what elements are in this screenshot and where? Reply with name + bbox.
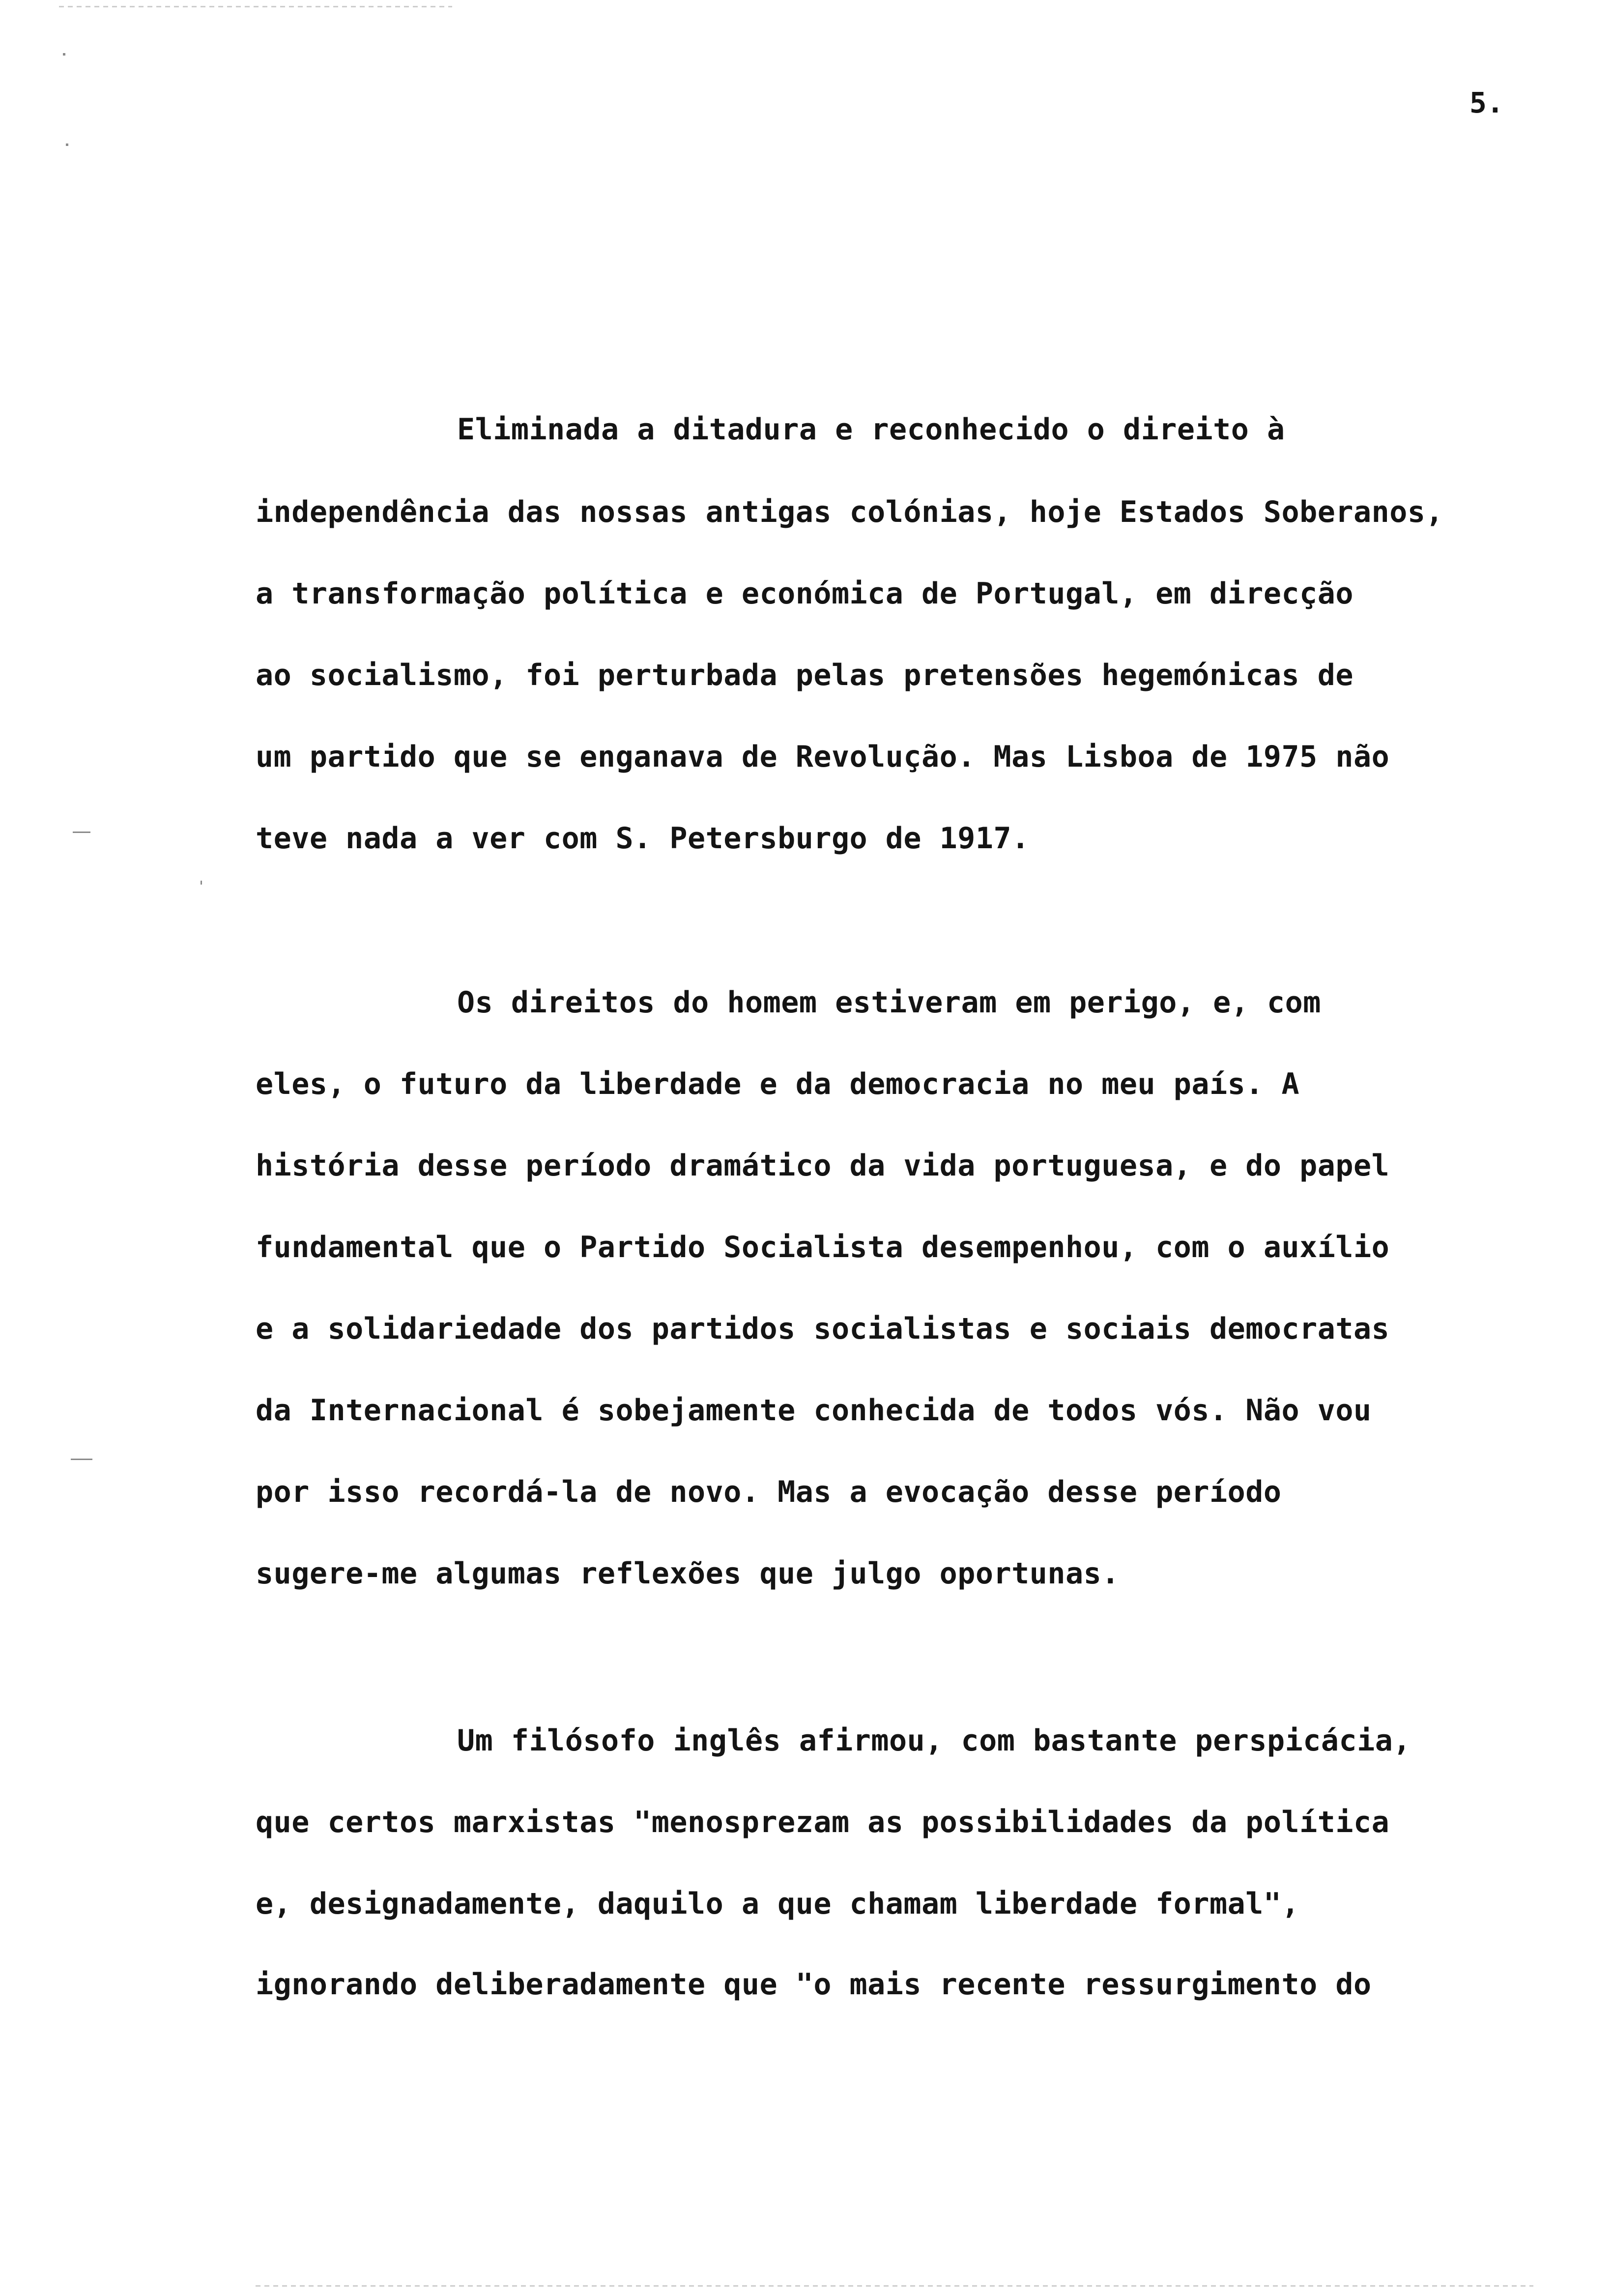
paragraph-2-line: da Internacional é sobejamente conhecida de todos vós. Não vou — [256, 1393, 1372, 1428]
paragraph-2-line: Os direitos do homem estiveram em perigo, e, com — [457, 985, 1321, 1020]
paragraph-2-line: história desse período dramático da vida portuguesa, e do papel — [256, 1148, 1390, 1183]
paragraph-2-line: sugere-me algumas reflexões que julgo oportunas. — [256, 1556, 1120, 1591]
paragraph-2-line: fundamental que o Partido Socialista desempenhou, com o auxílio — [256, 1230, 1390, 1264]
paragraph-3-line: que certos marxistas "menosprezam as possibilidades da política — [256, 1805, 1390, 1839]
page-number: 5. — [1469, 86, 1504, 119]
paragraph-1-line: teve nada a ver com S. Petersburgo de 1917. — [256, 821, 1030, 856]
paragraph-1-line: a transformação política e económica de Portugal, em direcção — [256, 576, 1354, 611]
paragraph-1-line: ao socialismo, foi perturbada pelas pretensões hegemónicas de — [256, 658, 1354, 692]
paragraph-1-line: um partido que se enganava de Revolução. Mas Lisboa de 1975 não — [256, 740, 1390, 774]
paragraph-3-line: Um filósofo inglês afirmou, com bastante perspicácia, — [457, 1723, 1411, 1758]
scan-speck — [66, 144, 68, 146]
scan-speck — [63, 53, 65, 56]
paragraph-1-line: independência das nossas antigas colónias, hoje Estados Soberanos, — [256, 495, 1444, 529]
scan-speck — [71, 1459, 92, 1460]
scan-speck — [201, 881, 202, 885]
paragraph-3-line: e, designadamente, daquilo a que chamam liberdade formal", — [256, 1887, 1300, 1921]
scan-speck — [73, 832, 90, 833]
paragraph-2-line: e a solidariedade dos partidos socialistas e sociais democratas — [256, 1312, 1390, 1346]
paragraph-3-line: ignorando deliberadamente que "o mais recente ressurgimento do — [256, 1967, 1372, 2002]
paragraph-1-line: Eliminada a ditadura e reconhecido o direito à — [457, 412, 1285, 447]
paragraph-2-line: eles, o futuro da liberdade e da democracia no meu país. A — [256, 1067, 1300, 1101]
scan-edge-noise-bottom — [256, 2285, 1533, 2287]
scan-edge-noise-top — [59, 6, 452, 7]
paragraph-2-line: por isso recordá-la de novo. Mas a evocação desse período — [256, 1475, 1282, 1509]
